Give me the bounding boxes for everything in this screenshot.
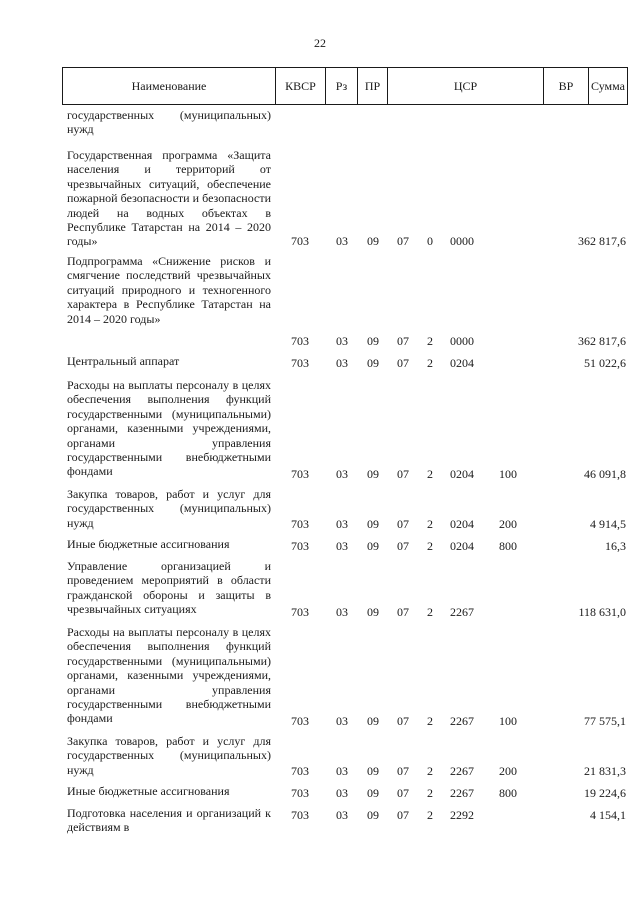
table-row <box>0 559 640 619</box>
row-vr: 100 <box>499 467 517 481</box>
row-rz: 03 <box>336 786 348 800</box>
row-rz: 03 <box>336 467 348 481</box>
table-row <box>0 254 640 348</box>
row-pr: 09 <box>367 539 379 553</box>
row-csr-subprogram: 2 <box>427 539 433 553</box>
header-name: Наименование <box>63 68 276 104</box>
table-row <box>0 142 640 248</box>
row-csr-subprogram: 2 <box>427 786 433 800</box>
row-sum: 46 091,8 <box>584 467 626 481</box>
row-csr-program: 07 <box>397 764 409 778</box>
table-row <box>0 487 640 531</box>
table-row <box>0 734 640 778</box>
row-pr: 09 <box>367 334 379 348</box>
table-row <box>0 784 640 800</box>
row-csr-program: 07 <box>397 467 409 481</box>
row-kvsr: 703 <box>291 234 309 248</box>
row-sum: 118 631,0 <box>578 605 626 619</box>
row-vr: 200 <box>499 764 517 778</box>
row-csr-code: 2267 <box>450 714 474 728</box>
row-pr: 09 <box>367 714 379 728</box>
row-csr-code: 0000 <box>450 334 474 348</box>
row-rz: 03 <box>336 234 348 248</box>
row-csr-code: 0204 <box>450 467 474 481</box>
row-csr-program: 07 <box>397 517 409 531</box>
row-csr-code: 0204 <box>450 517 474 531</box>
row-name: Подпрограмма «Снижение рисков и смягчение последствий чрезвычайных ситуаций природного и техногенного характера в Республике Татарстан на 2014 – 2020 годы» <box>67 254 271 326</box>
row-sum: 16,3 <box>605 539 626 553</box>
row-sum: 77 575,1 <box>584 714 626 728</box>
row-csr-subprogram: 2 <box>427 714 433 728</box>
table-body <box>0 108 640 836</box>
row-csr-code: 0204 <box>450 356 474 370</box>
table-row <box>0 537 640 553</box>
row-csr-subprogram: 2 <box>427 334 433 348</box>
row-kvsr: 703 <box>291 517 309 531</box>
row-vr: 200 <box>499 517 517 531</box>
row-kvsr: 703 <box>291 714 309 728</box>
row-name: Закупка товаров, работ и услуг для государственных (муниципальных) нужд <box>67 734 271 777</box>
row-pr: 09 <box>367 356 379 370</box>
row-pr: 09 <box>367 764 379 778</box>
header-sum: Сумма <box>591 79 625 93</box>
row-name: Центральный аппарат <box>67 354 180 368</box>
row-sum: 4 154,1 <box>590 808 626 822</box>
table-row <box>0 806 640 836</box>
row-name: Иные бюджетные ассигнования <box>67 537 230 551</box>
row-pr: 09 <box>367 467 379 481</box>
row-csr-program: 07 <box>397 808 409 822</box>
row-csr-code: 2292 <box>450 808 474 822</box>
row-sum: 362 817,6 <box>578 334 626 348</box>
row-rz: 03 <box>336 714 348 728</box>
row-kvsr: 703 <box>291 786 309 800</box>
row-name: Иные бюджетные ассигнования <box>67 784 230 798</box>
row-csr-code: 2267 <box>450 786 474 800</box>
row-csr-code: 0000 <box>450 234 474 248</box>
row-kvsr: 703 <box>291 334 309 348</box>
row-kvsr: 703 <box>291 467 309 481</box>
row-csr-program: 07 <box>397 714 409 728</box>
row-name: государственных (муниципальных) нужд <box>67 108 271 137</box>
row-name: Закупка товаров, работ и услуг для государственных (муниципальных) нужд <box>67 487 271 530</box>
row-pr: 09 <box>367 786 379 800</box>
row-pr: 09 <box>367 234 379 248</box>
row-csr-subprogram: 0 <box>427 234 433 248</box>
row-rz: 03 <box>336 517 348 531</box>
page-number: 22 <box>314 36 326 50</box>
header-kvsr: КВСР <box>276 68 326 104</box>
row-csr-code: 2267 <box>450 605 474 619</box>
row-kvsr: 703 <box>291 605 309 619</box>
row-vr: 100 <box>499 714 517 728</box>
row-rz: 03 <box>336 764 348 778</box>
row-csr-subprogram: 2 <box>427 764 433 778</box>
header-vr: ВР <box>544 68 589 104</box>
row-name: Расходы на выплаты персоналу в целях обеспечения выполнения функций государственными (муниципальными) органами, казенными учреждениями, органами управления государственными внебюджетными фондами <box>67 378 271 479</box>
row-kvsr: 703 <box>291 808 309 822</box>
row-rz: 03 <box>336 605 348 619</box>
row-csr-program: 07 <box>397 234 409 248</box>
row-csr-subprogram: 2 <box>427 605 433 619</box>
table-row <box>0 108 640 138</box>
row-rz: 03 <box>336 356 348 370</box>
row-csr-program: 07 <box>397 539 409 553</box>
row-rz: 03 <box>336 334 348 348</box>
row-sum: 21 831,3 <box>584 764 626 778</box>
row-vr: 800 <box>499 786 517 800</box>
row-csr-code: 0204 <box>450 539 474 553</box>
table-row <box>0 354 640 370</box>
row-sum: 4 914,5 <box>590 517 626 531</box>
row-csr-subprogram: 2 <box>427 517 433 531</box>
row-csr-subprogram: 2 <box>427 808 433 822</box>
table-header <box>62 67 628 105</box>
row-csr-program: 07 <box>397 334 409 348</box>
row-pr: 09 <box>367 605 379 619</box>
table-row <box>0 625 640 728</box>
row-name: Управление организацией и проведением мероприятий в области гражданской обороны и защиты в чрезвычайных ситуациях <box>67 559 271 617</box>
row-csr-subprogram: 2 <box>427 356 433 370</box>
row-vr: 800 <box>499 539 517 553</box>
row-pr: 09 <box>367 808 379 822</box>
row-csr-program: 07 <box>397 605 409 619</box>
table-row <box>0 378 640 481</box>
header-csr: ЦСР <box>388 68 544 104</box>
row-rz: 03 <box>336 539 348 553</box>
row-csr-subprogram: 2 <box>427 467 433 481</box>
row-csr-program: 07 <box>397 786 409 800</box>
row-kvsr: 703 <box>291 764 309 778</box>
row-csr-program: 07 <box>397 356 409 370</box>
row-name: Расходы на выплаты персоналу в целях обеспечения выполнения функций государственными (муниципальными) органами, казенными учреждениями, органами управления государственными внебюджетными фондами <box>67 625 271 726</box>
row-rz: 03 <box>336 808 348 822</box>
row-name: Подготовка населения и организаций к действиям в <box>67 806 271 835</box>
header-rz: Рз <box>326 68 358 104</box>
row-name: Государственная программа «Защита населения и территорий от чрезвычайных ситуаций, обеспечение пожарной безопасности и безопасности людей на водных объектах в Республике Татарстан на 2014 – 2020 годы» <box>67 148 271 249</box>
row-pr: 09 <box>367 517 379 531</box>
row-sum: 19 224,6 <box>584 786 626 800</box>
row-sum: 362 817,6 <box>578 234 626 248</box>
row-sum: 51 022,6 <box>584 356 626 370</box>
header-pr: ПР <box>358 68 388 104</box>
row-kvsr: 703 <box>291 356 309 370</box>
row-kvsr: 703 <box>291 539 309 553</box>
row-csr-code: 2267 <box>450 764 474 778</box>
